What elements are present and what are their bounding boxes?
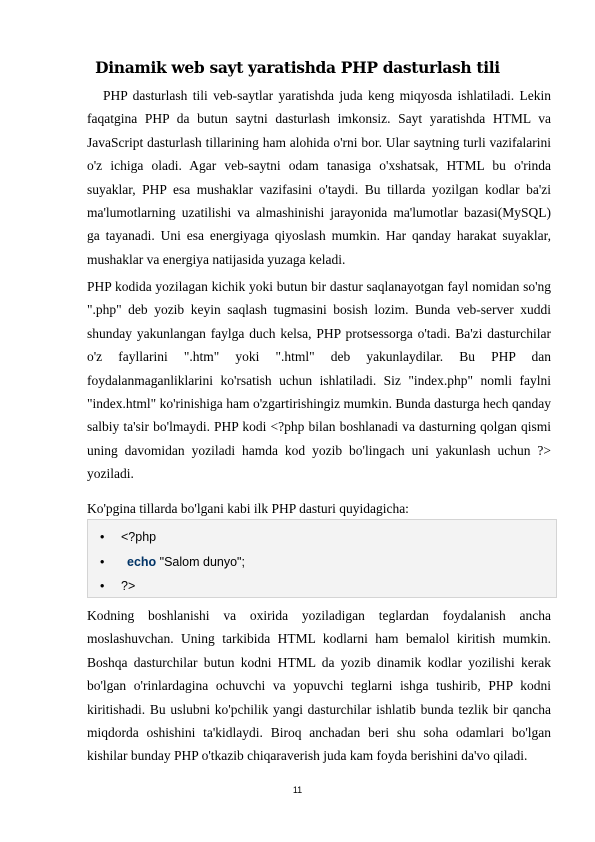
bullet-icon: • <box>100 530 105 544</box>
code-line <box>100 529 156 545</box>
code-line <box>100 578 135 594</box>
code-close-tag: ?> <box>121 579 136 593</box>
bullet-icon: • <box>100 555 105 569</box>
paragraph-intro: PHP dasturlash tili veb-saytlar yaratishda juda keng miqyosda ishlatiladi. Lekin faqatgina PHP da butun saytni dasturlash imkonsiz. Sayt yaratishda HTML va JavaScript dasturlash tillarining ham alohida o'rni bor. Ular saytning turli vazifalarini o'z ichiga oladi. Agar veb-saytni odam tanasiga o'xshatsak, HTML bu o'rinda suyaklar, PHP esa mushaklar vazifasini o'taydi. Bu tillarda yozilgan kodlar ba'zi ma'lumotlarning uzatilishi va almashinishi jarayonida ma'lumotlar bazasi(MySQL) ga tayanadi. Uni esa energiyaga qiyoslash mumkin. Har qanday harakat suyaklar, mushaklar va energiya natijasida yuzaga keladi. <box>87 88 551 267</box>
page-number: 11 <box>292 785 303 795</box>
code-keyword: echo <box>127 555 157 569</box>
code-string: "Salom dunyo"; <box>156 555 245 569</box>
paragraph-tags-usage: Kodning boshlanishi va oxirida yoziladigan teglardan foydalanish ancha moslashuvchan. Uning tarkibida HTML kodlarni ham bemalol kiritish mumkin. Boshqa dasturchilar butun kodni HTML da yozib dinamik kodlar yozilishi kerak bo'lgan o'rinlardagina ochuvchi va yopuvchi teglarni ishga tushirib, PHP kodni kiritishadi. Bu uslubni ko'pchilik yangi dasturchilar ishlatib bunda tezlik bir qancha miqdorda oshishini ta'kidlaydi. Biroq anchadan beri shu soha odamlari bo'lgan kishilar bunday PHP o'tkazib chiqaraverish juda kam foyda berishini da'vo qiladi. <box>87 608 551 764</box>
bullet-icon: • <box>100 579 105 593</box>
code-block <box>87 519 557 598</box>
paragraph-first-program: Ko'pgina tillarda bo'lgani kabi ilk PHP dasturi quyidagicha: <box>87 501 409 516</box>
code-open-tag: <?php <box>121 530 157 544</box>
paragraph-php-files: PHP kodida yozilagan kichik yoki butun bir dastur saqlanayotgan fayl nomidan so'ng ".php" deb yozib keyin saqlash tugmasini bosish lozim. Bunda veb-server xuddi shunday yakunlangan faylga duch kelsa, PHP protsessorga o'tadi. Ba'zi dasturchilar o'z fayllarini ".htm" yoki ".html" deb yakunlaydilar. Bu PHP dan foydalanmaganliklarini ko'rsatish uchun ishlatiladi. Siz "index.php" nomli faylni "index.html" ko'rinishiga ham o'zgartirishingiz mumkin. Bunda dasturga hech qanday salbiy ta'sir bo'lmaydi. PHP kodi <?php bilan boshlanadi va dasturning qolgan qismi uning davomidan yoziladi hamda kod yozib bo'lingach uni yakunlash uchun ?> yoziladi. <box>87 279 551 482</box>
page-title: Dinamik web sayt yaratishda PHP dasturlash tili <box>95 58 500 77</box>
code-line <box>100 554 245 570</box>
